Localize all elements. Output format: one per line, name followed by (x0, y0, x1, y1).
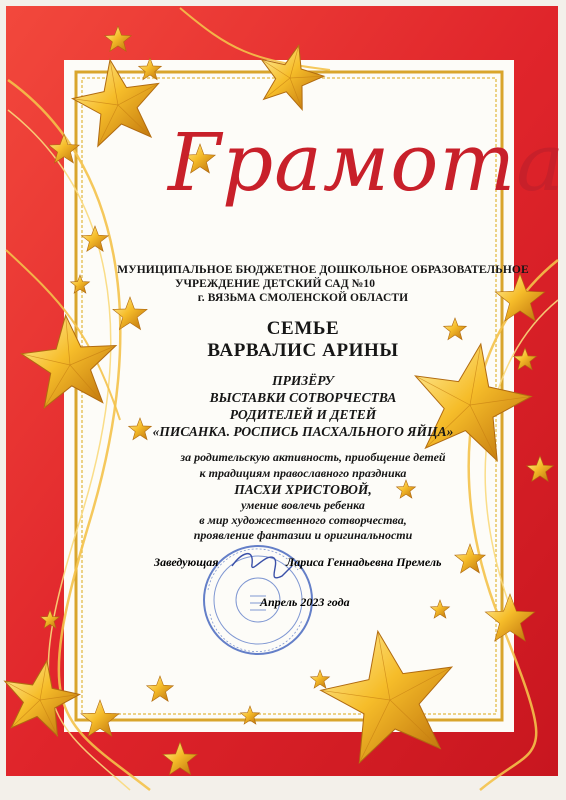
reason-line-1: за родительскую активность, приобщение детей (180, 450, 446, 464)
certificate-title: Грамота (168, 116, 565, 209)
reason-line-3: ПАСХИ ХРИСТОВОЙ, (234, 482, 372, 497)
reason-line-6: проявление фантазии и оригинальности (193, 528, 413, 542)
award-line-2: ВЫСТАВКИ СОТВОРЧЕСТВА (209, 390, 397, 405)
award-line-4: «ПИСАНКА. РОСПИСЬ ПАСХАЛЬНОГО ЯЙЦА» (152, 424, 454, 439)
reason-line-4: умение вовлечь ребенка (241, 498, 365, 512)
signature-name: Лариса Геннадьевна Премель (286, 555, 442, 569)
institution-line-2: УЧРЕЖДЕНИЕ ДЕТСКИЙ САД №10 (174, 278, 376, 290)
reason-line-5: в мир художественного сотворчества, (199, 513, 407, 527)
signature-role: Заведующая (154, 555, 219, 569)
institution-line-3: г. ВЯЗЬМА СМОЛЕНСКОЙ ОБЛАСТИ (197, 292, 409, 304)
reason-line-2: к традициям православного праздника (199, 466, 407, 480)
issue-date: Апрель 2023 года (260, 595, 350, 609)
recipient-line-2: ВАРВАЛИС АРИНЫ (207, 340, 399, 361)
recipient-line-1: СЕМЬЕ (266, 318, 340, 339)
award-line-3: РОДИТЕЛЕЙ И ДЕТЕЙ (229, 407, 377, 422)
institution-line-1: МУНИЦИПАЛЬНОЕ БЮДЖЕТНОЕ ДОШКОЛЬНОЕ ОБРАЗОВАТЕЛЬНОЕ (117, 264, 529, 276)
award-line-1: ПРИЗЁРУ (272, 373, 334, 388)
